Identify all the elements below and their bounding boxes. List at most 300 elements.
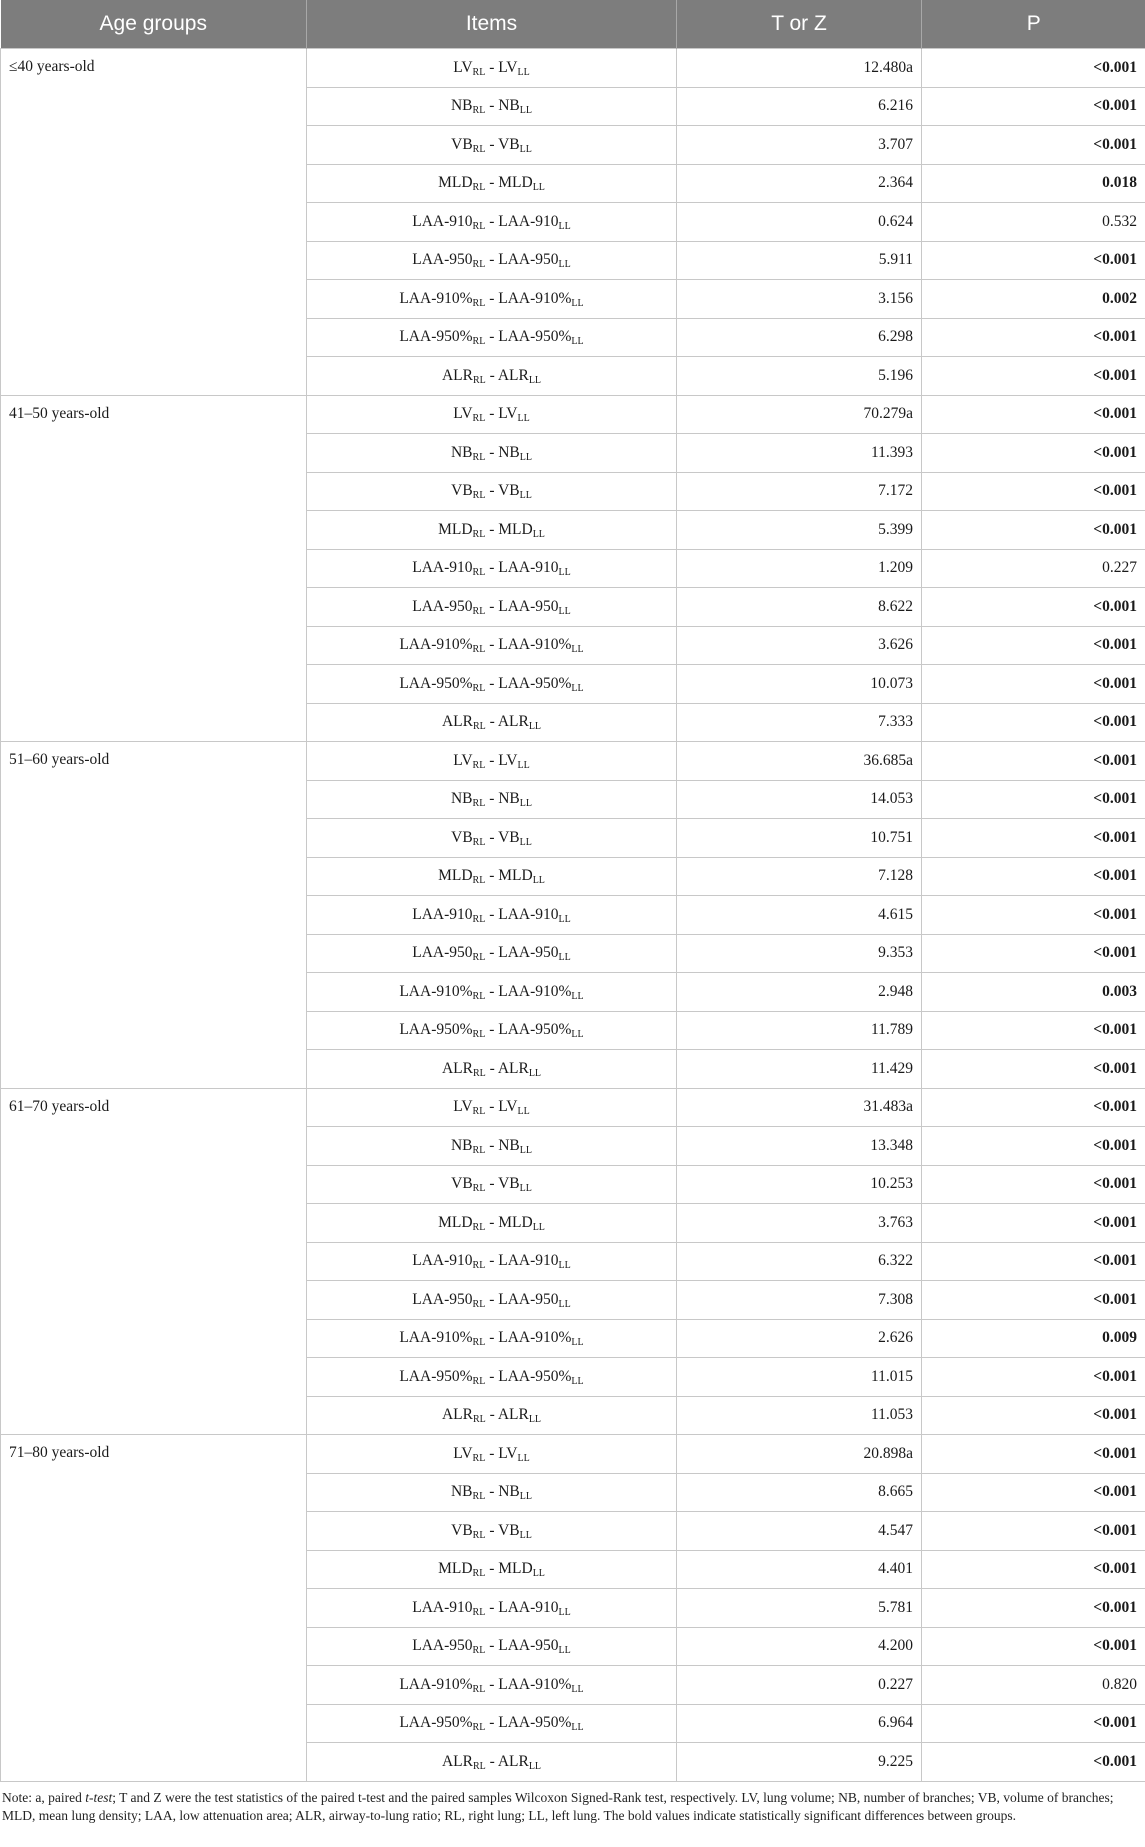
item-left-name: LAA-910%: [498, 982, 572, 1000]
item-right-name: LV: [453, 751, 473, 769]
item-right-name: VB: [451, 135, 473, 153]
item-right-name: ALR: [441, 366, 473, 384]
item-right-sub: RL: [472, 1183, 486, 1195]
statistic-cell: 2.948: [677, 973, 922, 1012]
statistic-cell: 11.015: [677, 1358, 922, 1397]
item-separator: -: [485, 1714, 499, 1732]
item-right-sub: RL: [472, 66, 486, 78]
item-left-name: VB: [498, 135, 520, 153]
p-value-cell: <0.001: [922, 1589, 1145, 1628]
item-left-sub: LL: [571, 297, 584, 309]
item-left-sub: LL: [558, 567, 571, 579]
statistic-cell: 31.483a: [677, 1088, 922, 1127]
item-left-name: MLD: [498, 520, 533, 538]
item-right-sub: RL: [472, 182, 486, 194]
item-right-sub: RL: [472, 1491, 486, 1503]
p-value-cell: <0.001: [922, 1704, 1145, 1743]
item-right-name: MLD: [438, 174, 473, 192]
p-value-cell: <0.001: [922, 588, 1145, 627]
item-left-name: LAA-950: [498, 251, 559, 269]
p-value-cell: <0.001: [922, 472, 1145, 511]
item-cell: [307, 126, 677, 165]
item-separator: -: [485, 97, 499, 115]
item-left-sub: LL: [571, 990, 584, 1002]
p-value-cell: <0.001: [922, 742, 1145, 781]
item-right-sub: RL: [472, 1375, 486, 1387]
item-separator: -: [485, 520, 499, 538]
item-separator: -: [485, 1637, 499, 1655]
statistic-cell: 10.073: [677, 665, 922, 704]
item-right-name: ALR: [441, 713, 473, 731]
item-cell: [307, 1242, 677, 1281]
statistic-cell: 7.308: [677, 1281, 922, 1320]
age-group-cell: 51–60 years-old: [1, 742, 307, 1089]
table-row: [1, 395, 1145, 434]
item-right-name: ALR: [441, 1406, 473, 1424]
item-right-name: LAA-910: [412, 1598, 473, 1616]
item-right-name: VB: [451, 828, 473, 846]
item-right-name: VB: [451, 1521, 473, 1539]
table-row: [1, 1088, 1145, 1127]
item-right-sub: RL: [472, 1683, 486, 1695]
item-cell: [307, 1050, 677, 1089]
statistic-cell: 7.333: [677, 703, 922, 742]
item-separator: -: [485, 174, 499, 192]
item-right-sub: RL: [472, 1606, 486, 1618]
statistic-cell: 3.707: [677, 126, 922, 165]
item-left-name: ALR: [497, 1059, 529, 1077]
p-value-cell: 0.002: [922, 280, 1145, 319]
item-right-sub: RL: [472, 1722, 486, 1734]
item-cell: [307, 665, 677, 704]
item-right-sub: RL: [472, 528, 486, 540]
p-value-cell: <0.001: [922, 1512, 1145, 1551]
statistic-cell: 6.964: [677, 1704, 922, 1743]
item-right-sub: RL: [472, 682, 486, 694]
table-row: [1, 49, 1145, 88]
item-right-sub: RL: [472, 374, 486, 386]
item-right-sub: RL: [472, 1260, 486, 1272]
p-value-cell: <0.001: [922, 703, 1145, 742]
item-left-sub: LL: [558, 259, 571, 271]
statistic-cell: 6.298: [677, 318, 922, 357]
item-separator: -: [485, 1175, 499, 1193]
item-right-sub: RL: [472, 105, 486, 117]
item-right-sub: RL: [472, 1337, 486, 1349]
item-separator: -: [485, 597, 499, 615]
item-separator: -: [485, 328, 499, 346]
statistic-cell: 5.911: [677, 241, 922, 280]
item-separator: -: [485, 135, 499, 153]
p-value-cell: <0.001: [922, 1435, 1145, 1474]
item-cell: [307, 511, 677, 550]
item-left-name: LAA-950: [498, 597, 559, 615]
age-group-cell: ≤40 years-old: [1, 49, 307, 396]
item-left-sub: LL: [532, 182, 545, 194]
statistic-cell: 6.322: [677, 1242, 922, 1281]
item-cell: [307, 819, 677, 858]
item-separator: -: [485, 751, 499, 769]
age-group-cell: 61–70 years-old: [1, 1088, 307, 1435]
item-right-sub: RL: [472, 875, 486, 887]
p-value-cell: <0.001: [922, 241, 1145, 280]
item-left-sub: LL: [517, 66, 530, 78]
item-cell: [307, 1011, 677, 1050]
item-left-sub: LL: [519, 798, 532, 810]
item-right-name: LAA-950%: [399, 328, 473, 346]
item-cell: [307, 1204, 677, 1243]
item-right-name: VB: [451, 482, 473, 500]
item-separator: -: [485, 405, 499, 423]
item-separator: -: [485, 366, 498, 384]
item-cell: [307, 1396, 677, 1435]
age-group-cell: 41–50 years-old: [1, 395, 307, 742]
item-right-sub: RL: [472, 1144, 486, 1156]
p-value-cell: <0.001: [922, 1011, 1145, 1050]
statistic-cell: 8.665: [677, 1473, 922, 1512]
statistic-cell: 10.751: [677, 819, 922, 858]
item-left-name: LAA-910: [498, 559, 559, 577]
item-right-name: LAA-910: [412, 1252, 473, 1270]
item-right-sub: RL: [472, 836, 486, 848]
item-left-name: LAA-910%: [498, 636, 572, 654]
item-separator: -: [485, 1444, 499, 1462]
item-right-name: LAA-910%: [399, 1675, 473, 1693]
item-left-name: LV: [498, 751, 518, 769]
p-value-cell: <0.001: [922, 1165, 1145, 1204]
item-separator: -: [485, 944, 499, 962]
item-cell: [307, 1435, 677, 1474]
statistic-cell: 5.399: [677, 511, 922, 550]
item-right-sub: RL: [472, 990, 486, 1002]
item-cell: [307, 1165, 677, 1204]
item-cell: [307, 1127, 677, 1166]
item-right-sub: RL: [472, 644, 486, 656]
item-right-sub: RL: [472, 297, 486, 309]
age-group-cell: 71–80 years-old: [1, 1435, 307, 1782]
statistic-cell: 11.053: [677, 1396, 922, 1435]
item-left-name: LAA-950%: [498, 328, 572, 346]
statistic-cell: 7.172: [677, 472, 922, 511]
item-left-name: LV: [498, 405, 518, 423]
item-separator: -: [485, 1098, 499, 1116]
item-left-name: LAA-950: [498, 944, 559, 962]
p-value-cell: <0.001: [922, 819, 1145, 858]
p-value-cell: <0.001: [922, 318, 1145, 357]
p-value-cell: 0.003: [922, 973, 1145, 1012]
item-right-name: LV: [453, 405, 473, 423]
statistic-cell: 36.685a: [677, 742, 922, 781]
p-value-cell: <0.001: [922, 626, 1145, 665]
item-left-sub: LL: [517, 1106, 530, 1118]
p-value-cell: <0.001: [922, 126, 1145, 165]
item-right-name: NB: [450, 1136, 473, 1154]
p-value-cell: <0.001: [922, 1088, 1145, 1127]
item-right-sub: RL: [472, 1529, 486, 1541]
item-right-name: LAA-950%: [399, 1367, 473, 1385]
item-left-sub: LL: [558, 1606, 571, 1618]
item-right-sub: RL: [472, 1645, 486, 1657]
p-value-cell: <0.001: [922, 1743, 1145, 1782]
item-left-name: MLD: [498, 1560, 533, 1578]
item-separator: -: [485, 1059, 498, 1077]
item-cell: [307, 280, 677, 319]
item-left-sub: LL: [517, 413, 530, 425]
item-left-name: ALR: [497, 713, 529, 731]
item-left-sub: LL: [519, 451, 532, 463]
item-right-name: LAA-910%: [399, 289, 473, 307]
item-right-name: LAA-950: [412, 597, 473, 615]
item-cell: [307, 203, 677, 242]
item-left-name: NB: [498, 443, 520, 461]
item-separator: -: [485, 1560, 499, 1578]
item-separator: -: [485, 443, 499, 461]
note-text: ; T and Z were the test statistics of the paired t-test and the paired samples Wilcoxon Signed-Rank test, respectively. LV, lung volume; NB, number of branches; VB, volume of branches; MLD, mean lung density; LAA, low attenuation area; ALR, airway-to-lung ratio; RL, right lung; LL, left lung. The bold values indicate statistically significant differences between groups.: [2, 1789, 1114, 1823]
item-cell: [307, 1512, 677, 1551]
item-cell: [307, 87, 677, 126]
item-right-name: MLD: [438, 1560, 473, 1578]
item-left-sub: LL: [532, 528, 545, 540]
header-items: Items: [307, 0, 677, 49]
item-right-name: MLD: [438, 1213, 473, 1231]
item-separator: -: [485, 251, 499, 269]
p-value-cell: 0.018: [922, 164, 1145, 203]
note-prefix: Note: a, paired: [2, 1789, 86, 1805]
item-right-name: LAA-910: [412, 559, 473, 577]
item-left-name: ALR: [497, 366, 529, 384]
item-right-sub: RL: [472, 952, 486, 964]
item-right-name: LAA-910: [412, 212, 473, 230]
item-right-sub: RL: [472, 1067, 486, 1079]
item-right-sub: RL: [472, 143, 486, 155]
item-left-name: LAA-950%: [498, 1714, 572, 1732]
item-left-sub: LL: [558, 605, 571, 617]
item-left-sub: LL: [571, 1029, 584, 1041]
statistic-cell: 4.615: [677, 896, 922, 935]
item-separator: -: [485, 212, 499, 230]
p-value-cell: 0.009: [922, 1319, 1145, 1358]
p-value-cell: <0.001: [922, 1396, 1145, 1435]
item-right-name: NB: [450, 97, 473, 115]
item-left-name: LAA-950%: [498, 1021, 572, 1039]
item-left-name: LAA-910%: [498, 1675, 572, 1693]
table-note: [0, 1782, 1145, 1825]
item-left-name: LAA-910: [498, 212, 559, 230]
statistic-cell: 9.225: [677, 1743, 922, 1782]
item-left-sub: LL: [528, 1760, 542, 1772]
item-left-sub: LL: [517, 759, 530, 771]
statistic-cell: 0.227: [677, 1666, 922, 1705]
p-value-cell: <0.001: [922, 1473, 1145, 1512]
item-right-sub: RL: [472, 220, 486, 232]
item-separator: -: [485, 1598, 499, 1616]
header-age-groups: Age groups: [1, 0, 307, 49]
statistic-cell: 4.401: [677, 1550, 922, 1589]
item-right-name: NB: [450, 790, 473, 808]
item-left-name: VB: [498, 1175, 520, 1193]
item-separator: -: [485, 674, 499, 692]
p-value-cell: 0.532: [922, 203, 1145, 242]
item-left-name: LAA-910%: [498, 289, 572, 307]
table-row: [1, 742, 1145, 781]
p-value-cell: <0.001: [922, 1550, 1145, 1589]
p-value-cell: <0.001: [922, 665, 1145, 704]
item-right-sub: RL: [472, 913, 486, 925]
item-right-sub: RL: [472, 1298, 486, 1310]
item-left-sub: LL: [528, 1414, 542, 1426]
item-left-sub: LL: [519, 1144, 532, 1156]
item-cell: [307, 241, 677, 280]
table-body: [1, 49, 1145, 1782]
item-separator: -: [485, 1329, 499, 1347]
item-separator: -: [485, 790, 499, 808]
p-value-cell: 0.820: [922, 1666, 1145, 1705]
item-cell: [307, 1627, 677, 1666]
item-left-name: LV: [498, 1444, 518, 1462]
item-right-name: LAA-950: [412, 1637, 473, 1655]
p-value-cell: <0.001: [922, 1627, 1145, 1666]
item-left-sub: LL: [571, 336, 584, 348]
item-right-sub: RL: [472, 1414, 486, 1426]
item-right-name: ALR: [441, 1752, 473, 1770]
item-separator: -: [485, 867, 499, 885]
p-value-cell: <0.001: [922, 1242, 1145, 1281]
item-separator: -: [485, 636, 499, 654]
item-left-name: LAA-910: [498, 1598, 559, 1616]
statistic-cell: 8.622: [677, 588, 922, 627]
item-right-name: LAA-910%: [399, 1329, 473, 1347]
item-right-name: VB: [451, 1175, 473, 1193]
item-left-name: LAA-910: [498, 905, 559, 923]
item-cell: [307, 1704, 677, 1743]
item-cell: [307, 1550, 677, 1589]
item-separator: -: [485, 289, 499, 307]
statistic-cell: 5.196: [677, 357, 922, 396]
item-cell: [307, 1319, 677, 1358]
item-left-name: NB: [498, 1483, 520, 1501]
item-cell: [307, 703, 677, 742]
item-left-name: LAA-950: [498, 1290, 559, 1308]
statistic-cell: 6.216: [677, 87, 922, 126]
item-separator: -: [485, 1521, 499, 1539]
item-right-name: LAA-950: [412, 251, 473, 269]
item-right-name: LV: [453, 1444, 473, 1462]
item-cell: [307, 742, 677, 781]
item-separator: -: [485, 482, 499, 500]
statistic-cell: 1.209: [677, 549, 922, 588]
item-left-sub: LL: [571, 1722, 584, 1734]
item-left-name: LAA-950%: [498, 1367, 572, 1385]
p-value-cell: <0.001: [922, 511, 1145, 550]
statistic-cell: 20.898a: [677, 1435, 922, 1474]
item-left-sub: LL: [558, 1298, 571, 1310]
item-left-sub: LL: [571, 644, 584, 656]
statistic-cell: 3.763: [677, 1204, 922, 1243]
item-left-name: NB: [498, 790, 520, 808]
p-value-cell: <0.001: [922, 780, 1145, 819]
p-value-cell: <0.001: [922, 1204, 1145, 1243]
item-left-sub: LL: [528, 374, 542, 386]
item-cell: [307, 934, 677, 973]
header-row: [1, 0, 1145, 49]
statistic-cell: 5.781: [677, 1589, 922, 1628]
item-left-sub: LL: [519, 1183, 532, 1195]
item-cell: [307, 1088, 677, 1127]
item-right-sub: RL: [472, 798, 486, 810]
statistic-cell: 0.624: [677, 203, 922, 242]
item-cell: [307, 49, 677, 88]
item-left-name: LAA-950: [498, 1637, 559, 1655]
item-left-name: MLD: [498, 1213, 533, 1231]
item-left-sub: LL: [571, 682, 584, 694]
item-left-name: VB: [498, 828, 520, 846]
item-separator: -: [485, 1752, 498, 1770]
item-left-sub: LL: [517, 1452, 530, 1464]
item-right-sub: RL: [472, 1221, 486, 1233]
item-cell: [307, 318, 677, 357]
item-right-name: NB: [450, 443, 473, 461]
item-left-name: NB: [498, 97, 520, 115]
item-right-sub: RL: [472, 1568, 486, 1580]
item-right-sub: RL: [472, 451, 486, 463]
item-right-name: LAA-950%: [399, 1021, 473, 1039]
item-cell: [307, 1281, 677, 1320]
item-left-sub: LL: [558, 1260, 571, 1272]
statistic-cell: 7.128: [677, 857, 922, 896]
item-left-sub: LL: [519, 143, 532, 155]
statistic-cell: 11.393: [677, 434, 922, 473]
item-right-sub: RL: [472, 1760, 486, 1772]
p-value-cell: <0.001: [922, 357, 1145, 396]
p-value-cell: <0.001: [922, 1281, 1145, 1320]
item-left-name: NB: [498, 1136, 520, 1154]
p-value-cell: <0.001: [922, 1358, 1145, 1397]
statistic-cell: 3.156: [677, 280, 922, 319]
item-left-sub: LL: [571, 1683, 584, 1695]
item-separator: -: [485, 905, 499, 923]
item-right-name: LAA-950: [412, 944, 473, 962]
item-left-name: VB: [498, 482, 520, 500]
item-right-name: LV: [453, 58, 473, 76]
statistic-cell: 4.547: [677, 1512, 922, 1551]
item-left-sub: LL: [558, 1645, 571, 1657]
item-left-sub: LL: [532, 1221, 545, 1233]
item-left-sub: LL: [528, 1067, 542, 1079]
item-right-sub: RL: [472, 490, 486, 502]
item-cell: [307, 395, 677, 434]
statistic-cell: 2.626: [677, 1319, 922, 1358]
statistic-cell: 2.364: [677, 164, 922, 203]
item-separator: -: [485, 1483, 499, 1501]
item-right-name: MLD: [438, 520, 473, 538]
item-left-sub: LL: [532, 875, 545, 887]
item-right-name: LAA-910: [412, 905, 473, 923]
item-cell: [307, 896, 677, 935]
item-left-sub: LL: [528, 721, 542, 733]
header-p: P: [922, 0, 1145, 49]
item-right-sub: RL: [472, 1106, 486, 1118]
item-separator: -: [485, 1290, 499, 1308]
item-left-sub: LL: [519, 105, 532, 117]
statistic-cell: 13.348: [677, 1127, 922, 1166]
item-right-sub: RL: [472, 567, 486, 579]
item-left-sub: LL: [519, 1529, 532, 1541]
item-right-name: ALR: [441, 1059, 473, 1077]
item-right-sub: RL: [472, 1452, 486, 1464]
item-cell: [307, 780, 677, 819]
item-left-name: ALR: [497, 1752, 529, 1770]
item-right-name: MLD: [438, 867, 473, 885]
